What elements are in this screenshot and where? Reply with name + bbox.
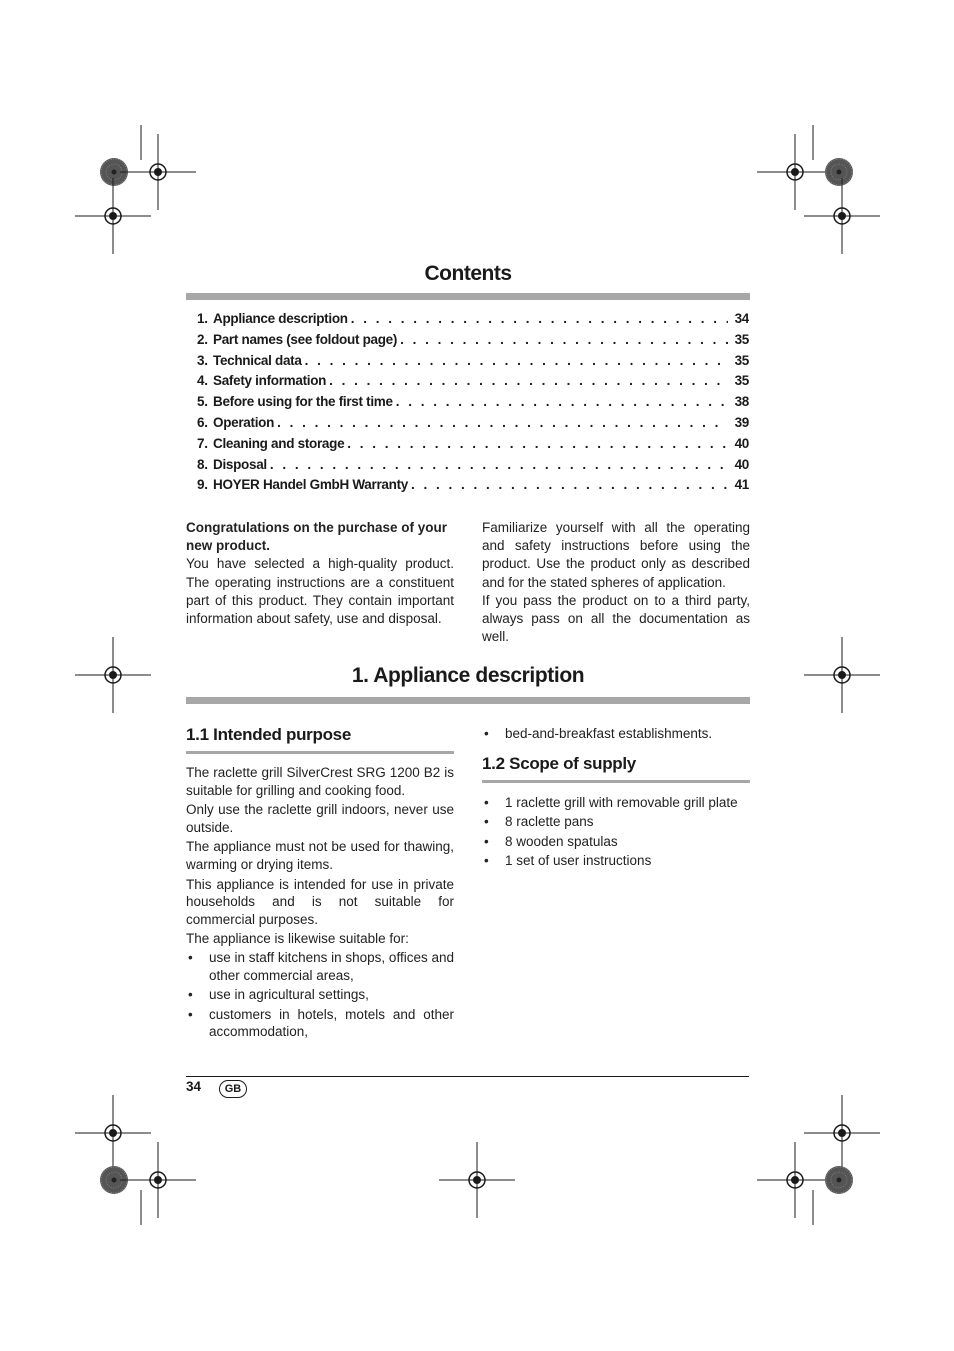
toc-entry-number: 3. [197, 352, 208, 368]
toc-entry-number: 6. [197, 414, 208, 430]
toc-entry-page: 39 [734, 414, 749, 430]
toc-leader-dots [347, 436, 728, 451]
toc-entry-page: 41 [734, 477, 749, 493]
intro-heading: Congratulations on the purchase of your new product. [186, 520, 448, 554]
toc-entry-label: Part names (see foldout page) [213, 331, 398, 347]
list-item: • customers in hotels, motels and other accommodation, [186, 1006, 454, 1041]
list-item: • 8 wooden spatulas [482, 832, 750, 851]
scope-of-supply-list [482, 793, 750, 871]
toc-entry[interactable] [197, 311, 749, 332]
toc-entry-label: Operation [213, 414, 275, 430]
registration-cross-icon [75, 1095, 151, 1171]
toc-entry-number: 4. [197, 373, 208, 389]
scope-of-supply-body [482, 793, 750, 871]
paragraph: Only use the raclette grill indoors, never use outside. [186, 802, 454, 835]
toc-entry-label: Appliance description [213, 311, 348, 326]
paragraph: The appliance must not be used for thawing, warming or drying items. [186, 839, 454, 872]
toc-entry-page: 35 [734, 331, 749, 347]
toc-entry[interactable] [197, 457, 749, 478]
toc-entry[interactable] [197, 415, 749, 436]
paragraph: The raclette grill SilverCrest SRG 1200 B2 is suitable for grilling and cooking food. [186, 765, 454, 798]
intro-paragraph: Familiarize yourself with all the operating and safety instructions before using the product. Use the product only as described and for the stated spheres of application. [482, 520, 750, 590]
toc-entry-label: Before using for the first time [213, 394, 393, 410]
toc-entry[interactable] [197, 332, 749, 353]
list-item: • 8 raclette pans [482, 812, 750, 831]
toc-leader-dots [305, 353, 728, 368]
list-item: • use in agricultural settings, [186, 986, 454, 1004]
toc-leader-dots [270, 457, 728, 472]
registration-cross-icon [757, 1142, 833, 1218]
toc-entry[interactable] [197, 394, 749, 415]
registration-cross-icon [120, 1142, 196, 1218]
toc-entry-label: Technical data [213, 352, 302, 368]
toc-entry-page: 35 [734, 352, 749, 368]
registration-cross-icon [439, 1142, 515, 1218]
toc-entry-page: 40 [734, 456, 749, 472]
toc-leader-dots [411, 477, 728, 492]
toc-leader-dots [396, 394, 728, 409]
suitable-for-list [186, 949, 454, 1041]
toc-entry-page: 40 [734, 435, 749, 451]
section-title-bar [186, 697, 750, 704]
toc-entry-number: 1. [197, 311, 208, 326]
toc-entry-page: 34 [734, 311, 749, 326]
registration-cross-icon [804, 637, 880, 713]
toc-entry-page: 35 [734, 373, 749, 389]
list-item: • use in staff kitchens in shops, offices and other commercial areas, [186, 949, 454, 984]
subsection-rule [186, 751, 454, 754]
registration-cross-icon [804, 178, 880, 254]
suitable-for-list-continued [482, 725, 750, 743]
registration-cross-icon [75, 637, 151, 713]
toc-entry-label: HOYER Handel GmbH Warranty [213, 477, 408, 493]
toc-entry-number: 7. [197, 435, 208, 451]
toc-leader-dots [400, 332, 728, 347]
toc-entry-number: 8. [197, 456, 208, 472]
toc-entry[interactable] [197, 353, 749, 374]
toc-entry-label: Disposal [213, 456, 267, 472]
footer-rule [186, 1076, 749, 1077]
intro-right-column [482, 519, 750, 646]
toc-leader-dots [351, 311, 728, 326]
toc-entry-number: 9. [197, 477, 208, 493]
language-badge: GB [219, 1080, 247, 1098]
toc-entry-number: 2. [197, 331, 208, 347]
table-of-contents [197, 311, 749, 498]
intro-text: You have selected a high-quality product. The operating instructions are a constituent part of this product. They contain important information about safety, use and disposal. [186, 556, 454, 627]
toc-entry-label: Cleaning and storage [213, 435, 345, 451]
registration-star-icon [825, 158, 853, 186]
registration-cross-icon [75, 178, 151, 254]
list-item: • 1 set of user instructions [482, 851, 750, 870]
paragraph: The appliance is likewise suitable for: [186, 931, 409, 947]
registration-cross-icon [757, 134, 833, 210]
toc-leader-dots [329, 373, 728, 388]
intro-paragraph: If you pass the product on to a third party, always pass on all the documentation as well. [482, 592, 750, 645]
list-item: • bed-and-breakfast establishments. [482, 725, 750, 743]
subsection-rule [482, 780, 750, 783]
subsection-title-scope-of-supply: 1.2 Scope of supply [482, 754, 636, 773]
intended-purpose-body [186, 764, 454, 1041]
section-title: 1. Appliance description [351, 664, 585, 687]
registration-cross-icon [804, 1095, 880, 1171]
toc-entry[interactable] [197, 436, 749, 457]
toc-entry-page: 38 [734, 394, 749, 410]
toc-entry[interactable] [197, 477, 749, 498]
contents-title: Contents [424, 262, 512, 285]
toc-entry[interactable] [197, 373, 749, 394]
intro-left-column [186, 519, 454, 628]
registration-star-icon [825, 1166, 853, 1194]
registration-cross-icon [120, 134, 196, 210]
toc-leader-dots [277, 415, 728, 430]
contents-title-bar [186, 293, 750, 300]
subsection-title-intended-purpose: 1.1 Intended purpose [186, 725, 351, 744]
list-item: • 1 raclette grill with removable grill plate [482, 793, 750, 812]
toc-entry-label: Safety information [213, 373, 327, 389]
paragraph: This appliance is intended for use in private households and is not suitable for commercial purposes. [186, 876, 454, 927]
toc-entry-number: 5. [197, 394, 208, 410]
page-number: 34 [186, 1079, 202, 1094]
